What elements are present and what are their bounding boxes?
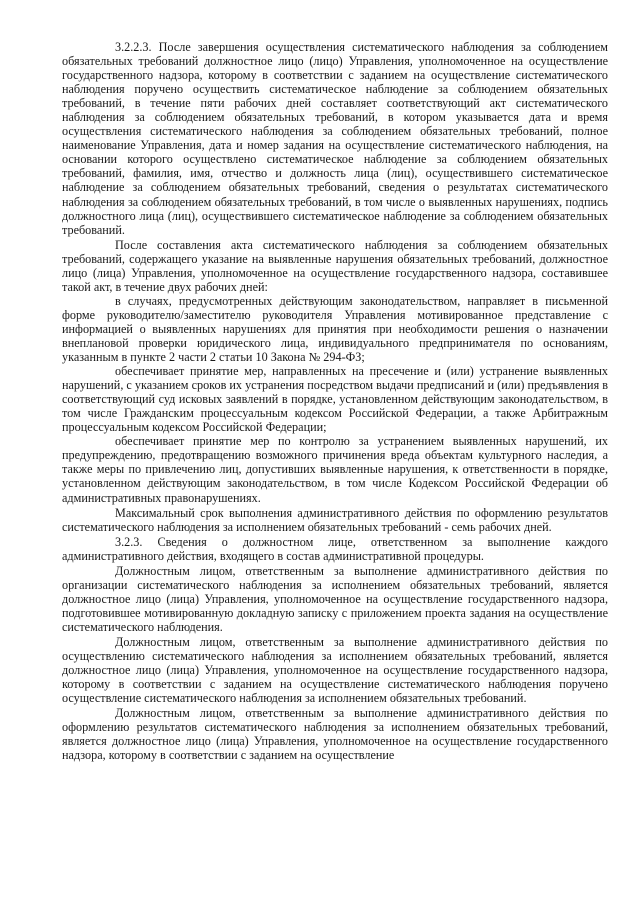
paragraph-max-term: Максимальный срок выполнения административного действия по оформлению результатов систематического наблюдения за исполнением обязательных требований - семь рабочих дней. [62,505,608,534]
paragraph-observation-responsible: Должностным лицом, ответственным за выполнение административного действия по осуществлению систематического наблюдения за исполнением обязательных требований, является должностное лицо (лица) Управления, уполномоченное на осуществление государственного надзора, которому в соответствии с заданием на осуществление систематического наблюдения поручено осуществление систематического наблюдения за исполнением обязательных требований. [62,634,608,706]
paragraph-3-2-2-3: 3.2.2.3. После завершения осуществления систематического наблюдения за соблюдением обязательных требований должностное лицо (лицо) Управления, уполномоченное на осуществление государственного надзора, которому в соответствии с заданием на осуществление систематического наблюдения поручено осуществить систематическое наблюдение за соблюдением обязательных требований, в течение пяти рабочих дней составляет соответствующий акт систематического наблюдения за соблюдением обязательных требований, в котором указывается дата и время осуществления систематического наблюдения за соблюдением обязательных требований, полное наименование Управления, дата и номер задания на осуществление систематического наблюдения, на основании которого осуществлено систематическое наблюдение за соблюдением обязательных требований, фамилия, имя, отчество и должность лица (лиц), осуществившего систематическое наблюдение за соблюдением обязательных требований, сведения о результатах систематического наблюдения за соблюдением обязательных требований, в том числе о выявленных нарушениях, подпись должностного лица (лиц), осуществившего систематическое наблюдение за соблюдением обязательных требований. [62,40,608,237]
document-page [62,40,608,890]
paragraph-results-responsible: Должностным лицом, ответственным за выполнение административного действия по оформлению результатов систематического наблюдения за исполнением обязательных требований, является должностное лицо (лица) Управления, уполномоченное на осуществление государственного надзора, которому в соответствии с заданием на осуществление [62,706,608,763]
paragraph-organization-responsible: Должностным лицом, ответственным за выполнение административного действия по организации систематического наблюдения за исполнением обязательных требований, является должностное лицо (лица) Управления, уполномоченное на осуществление государственного надзора, подготовившее мотивированную докладную записку с приложением проекта задания на осуществление систематического наблюдения. [62,563,608,634]
list-item-inspection-proposal: в случаях, предусмотренных действующим законодательством, направляет в письменной форме руководителю/заместителю руководителя Управления мотивированное представление с информацией о выявленных нарушениях для принятия при необходимости решения о назначении внеплановой проверки юридического лица, индивидуального предпринимателя по основаниям, указанным в пункте 2 части 2 статьи 10 Закона № 294-ФЗ; [62,293,608,365]
list-item-remedy-measures: обеспечивает принятие мер, направленных на пресечение и (или) устранение выявленных нарушений, с указанием сроков их устранения посредством выдачи предписаний и (или) предъявления в соответствующий суд исковых заявлений в порядке, установленном действующим законодательством, в том числе Гражданским процессуальным кодексом Российской Федерации, а также Арбитражным процессуальным кодексом Российской Федерации; [62,364,608,435]
paragraph-after-act: После составления акта систематического наблюдения за соблюдением обязательных требований, содержащего указание на выявленные нарушения обязательных требований, должностное лицо (лица) Управления, уполномоченное на осуществление государственного надзора, составившее такой акт, в течение двух рабочих дней: [62,237,608,294]
paragraph-3-2-3: 3.2.3. Сведения о должностном лице, ответственном за выполнение каждого административного действия, входящего в состав административной процедуры. [62,534,608,563]
list-item-control-measures: обеспечивает принятие мер по контролю за устранением выявленных нарушений, их предупреждению, предотвращению возможного причинения вреда объектам культурного наследия, а также меры по привлечению лиц, допустивших выявленные нарушения, к ответственности в порядке, установленном действующим законодательством, в том числе Кодексом Российской Федерации об административных правонарушениях. [62,434,608,505]
